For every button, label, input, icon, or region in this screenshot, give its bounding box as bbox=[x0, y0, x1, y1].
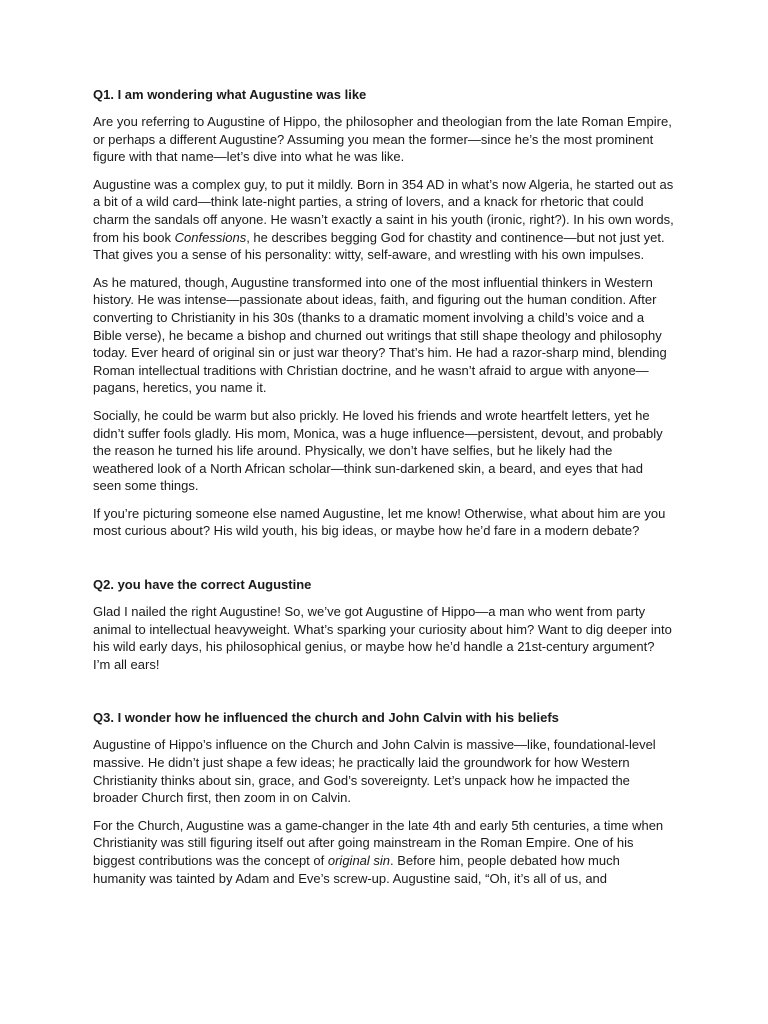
paragraph bbox=[93, 113, 674, 166]
paragraph-text: . Before him, people debated how much humanity was tainted by Adam and Eve’s screw-up. Augustine said, “Oh, it’s all of us, and bbox=[93, 853, 620, 886]
paragraph-text: Augustine of Hippo’s influence on the Church and John Calvin is massive—like, foundational-level massive. He didn’t just shape a few ideas; he practically laid the groundwork for how Western Christianity thinks about sin, grace, and God’s sovereignty. Let’s unpack how he impacted the broader Church first, then zoom in on Calvin. bbox=[93, 737, 656, 806]
section-q3 bbox=[93, 709, 674, 887]
paragraph-text: Glad I nailed the right Augustine! So, we’ve got Augustine of Hippo—a man who went from party animal to intellectual heavyweight. What’s sparking your curiosity about him? Want to dig deeper into his wild early days, his philosophical genius, or maybe how he’d handle a 21st-century argument? I’m all ears! bbox=[93, 604, 672, 672]
paragraph-text: For the Church, Augustine was a game-changer in the late 4th and early 5th centuries, a time when Christianity was still figuring itself out after going mainstream in the Roman Empire. One of his biggest contributions was the concept of bbox=[93, 817, 664, 868]
paragraph bbox=[93, 274, 674, 397]
paragraph bbox=[93, 736, 674, 806]
emphasized-term: original sin bbox=[327, 853, 391, 868]
section-heading: Q2. you have the correct Augustine bbox=[93, 577, 312, 593]
paragraph bbox=[93, 603, 674, 673]
paragraph bbox=[93, 505, 674, 540]
paragraph bbox=[93, 817, 674, 887]
section-q1 bbox=[93, 86, 674, 540]
paragraph-text: Socially, he could be warm but also prickly. He loved his friends and wrote heartfelt letters, yet he didn’t suffer fools gladly. His mom, Monica, was a huge influence—persistent, devout, and probably the reason he turned his life around. Physically, we don’t have selfies, but he likely had the weathered look of a North African scholar—think sun-darkened skin, a beard, and eyes that had seen some things. bbox=[93, 407, 663, 494]
section-q2 bbox=[93, 576, 674, 673]
paragraph bbox=[93, 176, 674, 264]
section-heading: Q3. I wonder how he influenced the church and John Calvin with his beliefs bbox=[93, 710, 559, 726]
paragraph-text: If you’re picturing someone else named Augustine, let me know! Otherwise, what about him are you most curious about? His wild youth, his big ideas, or maybe how he’d fare in a modern debate? bbox=[93, 505, 666, 539]
paragraph-text: Augustine was a complex guy, to put it mildly. Born in 354 AD in what’s now Algeria, he started out as a bit of a wild card—think late-night parties, a string of lovers, and a knack for rhetoric that could charm the sandals off anyone. He wasn’t exactly a saint in his youth (ironic, right?). In his own words, from his book bbox=[93, 176, 674, 245]
book-title: Confessions bbox=[174, 229, 247, 245]
paragraph bbox=[93, 407, 674, 495]
paragraph-text: As he matured, though, Augustine transformed into one of the most influential thinkers in Western history. He was intense—passionate about ideas, faith, and figuring out the human condition. After converting to Christianity in his 30s (thanks to a dramatic moment involving a child’s voice and a Bible verse), he became a bishop and churned out writings that still shape theology and philosophy today. Ever heard of original sin or just war theory? That’s him. He had a razor-sharp mind, blending Roman intellectual traditions with Christian doctrine, and he wasn’t afraid to argue with anyone—pagans, heretics, you name it. bbox=[93, 274, 667, 396]
paragraph-text: , he describes begging God for chastity and continence—but not just yet. That gives you a sense of his personality: witty, self-aware, and wrestling with his own impulses. bbox=[93, 229, 665, 263]
section-heading: Q1. I am wondering what Augustine was like bbox=[93, 87, 367, 102]
paragraph-text: Are you referring to Augustine of Hippo, the philosopher and theologian from the late Roman Empire, or perhaps a different Augustine? Assuming you mean the former—since he’s the most prominent figure with that name—let’s dive into what he was like. bbox=[93, 114, 672, 165]
